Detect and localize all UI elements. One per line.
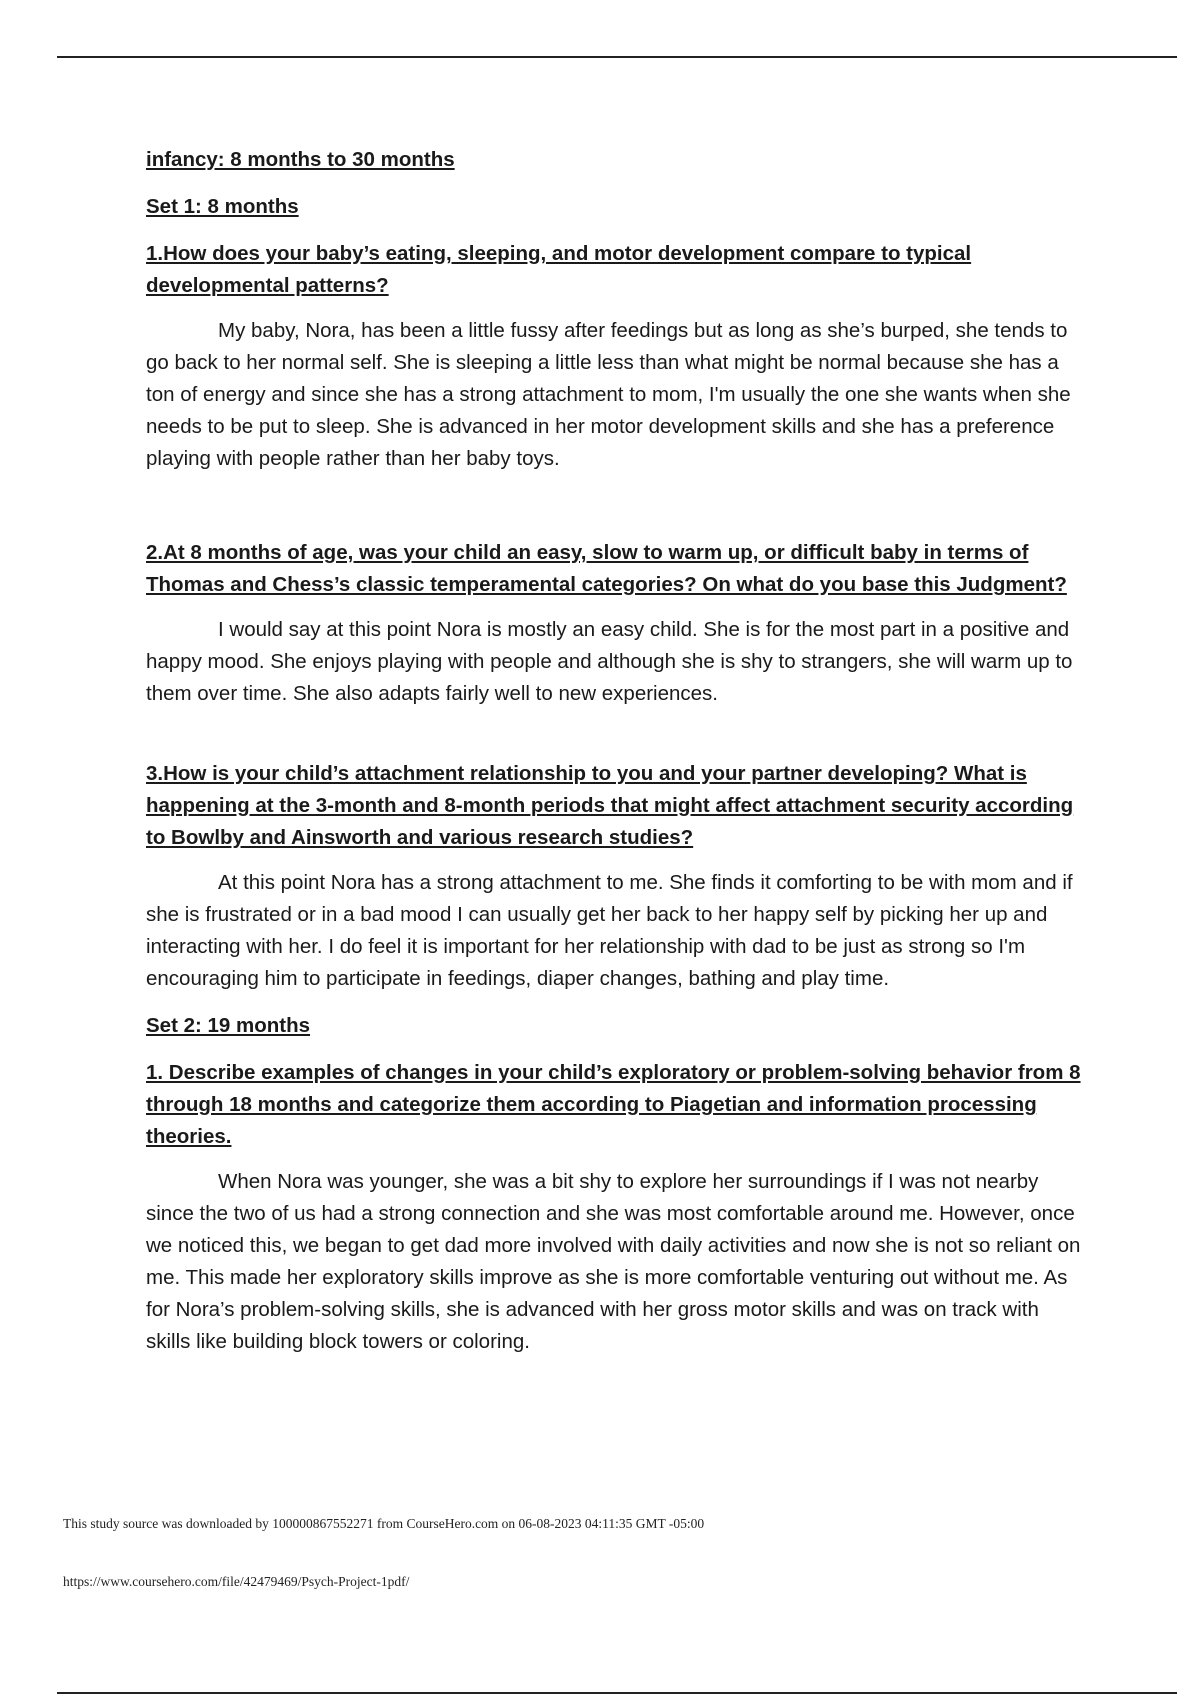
set-1-label: Set 1: 8 months (146, 195, 299, 218)
set-1-question-3: 3.How is your child’s attachment relationship to you and your partner developing? What is happening at the 3-month and 8-month periods that might affect attachment security according to Bowlby and Ainsworth and various research studies? (146, 762, 1074, 849)
set-1-question-1: 1.How does your baby’s eating, sleeping, and motor development compare to typical developmental patterns? (146, 242, 972, 297)
document-title: infancy: 8 months to 30 months (146, 148, 455, 171)
set-2-answer-1: When Nora was younger, she was a bit shy to explore her surroundings if I was not nearby since the two of us had a strong connection and she was most comfortable around me. However, once we noticed this, we began to get dad more involved with daily activities and now she is not so reliant on me. This made her exploratory skills improve as she is more comfortable venturing out without me. As for Nora’s problem-solving skills, she is advanced with her gross motor skills and was on track with skills like building block towers or coloring. (146, 1170, 1081, 1353)
set-1-answer-1: My baby, Nora, has been a little fussy after feedings but as long as she’s burped, she tends to go back to her normal self. She is sleeping a little less than what might be normal because she has a ton of energy and since she has a strong attachment to mom, I'm usually the one she wants when she needs to be put to sleep. She is advanced in her motor development skills and she has a preference playing with people rather than her baby toys. (146, 319, 1071, 470)
download-notice: This study source was downloaded by 100000867552271 from CourseHero.com on 06-08-2023 04:11:35 GMT -05:00 (63, 1516, 705, 1531)
set-1-question-2: 2.At 8 months of age, was your child an easy, slow to warm up, or difficult baby in terms of Thomas and Chess’s classic temperamental categories? On what do you base this Judgment? (146, 541, 1067, 596)
set-1-answer-3: At this point Nora has a strong attachment to me. She finds it comforting to be with mom and if she is frustrated or in a bad mood I can usually get her back to her happy self by picking her up and interacting with her. I do feel it is important for her relationship with dad to be just as strong so I'm encouraging him to participate in feedings, diaper changes, bathing and play time. (146, 871, 1073, 990)
set-2-question-1: 1. Describe examples of changes in your child’s exploratory or problem-solving behavior from 8 through 18 months and categorize them according to Piagetian and information processing theories. (146, 1061, 1081, 1148)
set-1-answer-2: I would say at this point Nora is mostly an easy child. She is for the most part in a positive and happy mood. She enjoys playing with people and although she is shy to strangers, she will warm up to them over time. She also adapts fairly well to new experiences. (146, 618, 1073, 705)
source-url[interactable]: https://www.coursehero.com/file/42479469/Psych-Project-1pdf/ (63, 1574, 410, 1589)
document-body (146, 144, 1086, 1358)
set-2-label: Set 2: 19 months (146, 1014, 311, 1037)
top-rule (57, 56, 1177, 58)
bottom-rule (57, 1692, 1177, 1694)
